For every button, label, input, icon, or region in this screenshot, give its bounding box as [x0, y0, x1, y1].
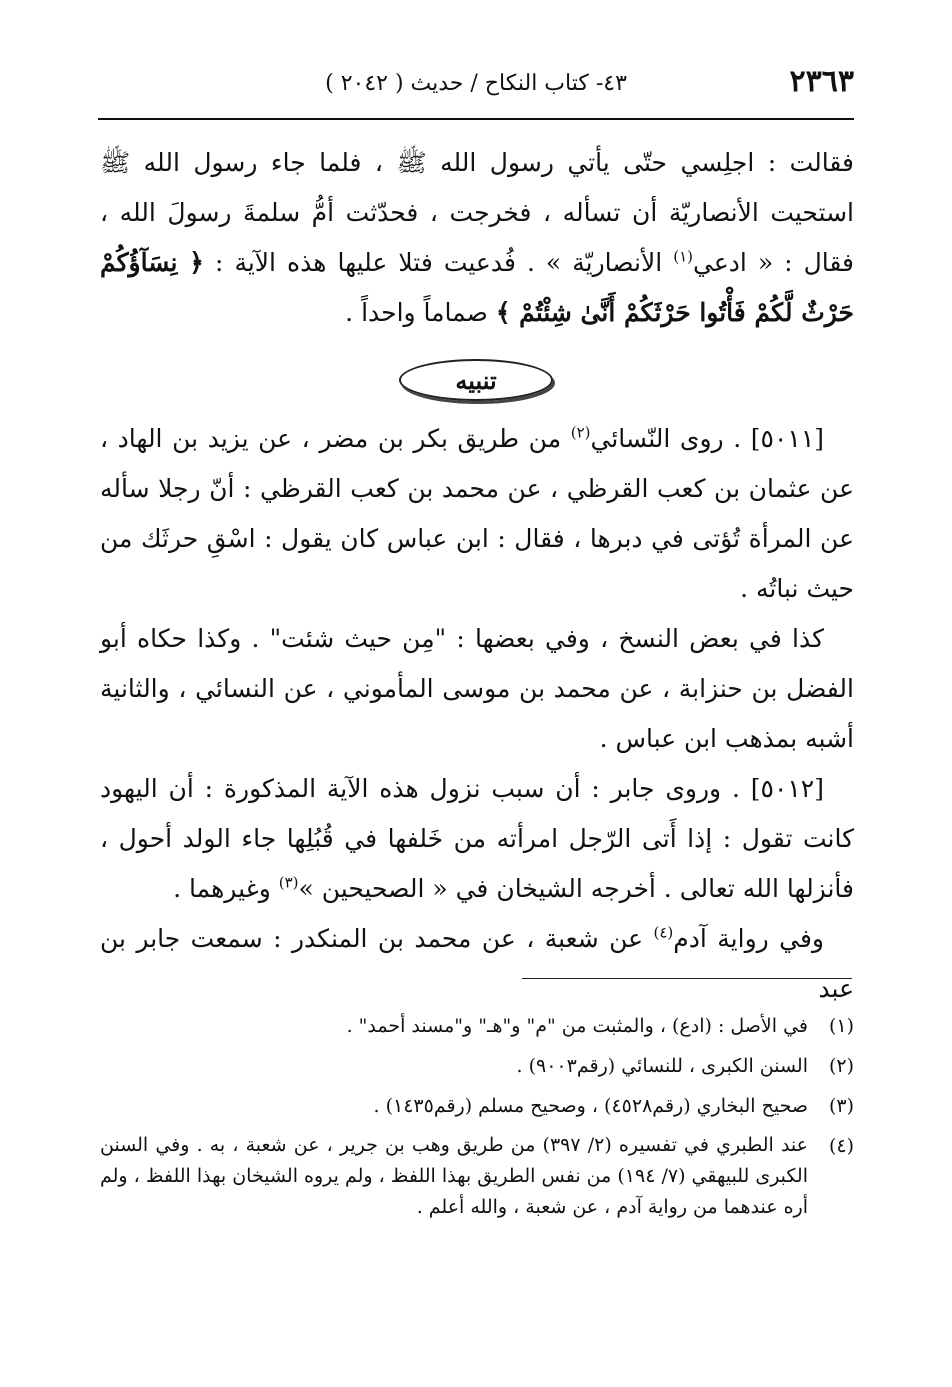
- para-adam-rest: عن شعبة ، عن محمد بن المنكدر : سمعت جابر بن عبد: [100, 924, 854, 1003]
- paragraph-variant-note: [100, 614, 854, 764]
- paragraph-adam-narration: [100, 914, 854, 1014]
- footnote-number: (٤): [828, 1135, 854, 1157]
- footnote-ref-2[interactable]: (٢): [570, 423, 591, 442]
- para-5012-start: [٥٠١٢] . وروى جابر : أن سبب نزول هذه الآية المذكورة : أن اليهود كانت تقول : إذا أَتى الرّجل امرأته من خَلفها في قُبُلِها جاء الولد أحول ، فأنزلها الله تعالى . أخرجه الشيخان في « الصحيحين »: [100, 774, 854, 903]
- section-heading-cartouche: [399, 359, 553, 401]
- intro-text: فقالت : اجلِسي حتّى يأتي رسول الله ﷺ ، فلما جاء رسول الله ﷺ استحيت الأنصاريّة أن تسأله ، فخرجت ، فحدّثت أمُّ سلمةَ رسولَ الله ، فقال : « ادعي: [100, 148, 855, 277]
- quran-verse: ﴿ نِسَآؤُكُمْ حَرْثٌ لَّكُمْ فَأْتُوا حَرْثَكُمْ أَنَّىٰ شِئْتُمْ ﴾: [100, 248, 854, 327]
- header-divider: [98, 118, 854, 120]
- paragraph-5011: [100, 414, 854, 614]
- footnotes: [100, 1006, 854, 1223]
- section-body: [100, 414, 854, 1014]
- para-5011-rest: من طريق بكر بن مضر ، عن يزيد بن الهاد ، عن عثمان بن كعب القرظي ، عن محمد بن كعب القرظي : أنّ رجلا سأله عن المرأة تُؤتى في دبرها ، فقال : ابن عباس كان يقول : اسْقِ حرثَك من حيث نباتُه .: [100, 424, 854, 603]
- para-5012-rest: وغيرهما .: [173, 874, 271, 903]
- section-heading: تنبيه: [455, 365, 497, 395]
- footnote-ref-3[interactable]: (٣): [278, 873, 299, 892]
- intro-text-end: صماماً واحداً .: [345, 298, 488, 327]
- footnote-text: عند الطبري في تفسيره (٢/ ٣٩٧) من طريق وهب بن جرير ، عن شعبة ، به . وفي السنن الكبرى للبيهقي (٧/ ١٩٤) من نفس الطريق بهذا اللفظ ، ولم يروه الشيخان بهذا اللفظ ، ولم أره عندهما من رواية آدم ، عن شعبة ، والله أعلم .: [100, 1134, 808, 1218]
- intro-text-cont: الأنصاريّة » . فُدعيت فتلا عليها هذه الآية :: [214, 248, 663, 277]
- footnote-text: السنن الكبرى ، للنسائي (رقم٩٠٠٣) .: [516, 1055, 808, 1077]
- footnote-3: [100, 1086, 854, 1126]
- footnote-number: (٢): [828, 1055, 854, 1077]
- footnote-divider: [522, 978, 852, 979]
- footnote-4: [100, 1126, 854, 1223]
- footnote-ref-1[interactable]: (١): [673, 247, 693, 266]
- intro-paragraph: [100, 138, 854, 338]
- para-5011-start: [٥٠١١] . روى النّسائي: [590, 424, 825, 453]
- footnote-2: [100, 1046, 854, 1086]
- footnote-ref-4[interactable]: (٤): [653, 923, 674, 942]
- page-header: [98, 62, 854, 106]
- paragraph-5012: [100, 764, 854, 914]
- footnote-number: (١): [828, 1015, 854, 1037]
- para-adam-start: وفي رواية آدم: [673, 924, 824, 953]
- footnote-text: في الأصل : (ادع) ، والمثبت من "م" و"هـ" و"مسند أحمد" .: [346, 1015, 808, 1037]
- footnote-number: (٣): [828, 1095, 854, 1117]
- running-head: ٤٣- كتاب النكاح / حديث ( ٢٠٤٢ ): [325, 71, 627, 96]
- para-variant-text: كذا في بعض النسخ ، وفي بعضها : "مِن حيث شئت" . وكذا حكاه أبو الفضل بن حنزابة ، عن محمد بن موسى المأموني ، عن النسائي ، والثانية أشبه بمذهب ابن عباس .: [100, 624, 854, 753]
- page-number: ٢٣٦٣: [789, 64, 854, 99]
- footnote-text: صحيح البخاري (رقم٤٥٢٨) ، وصحيح مسلم (رقم١٤٣٥) .: [373, 1095, 808, 1117]
- footnote-1: [100, 1006, 854, 1046]
- section-heading-wrap: [0, 352, 952, 408]
